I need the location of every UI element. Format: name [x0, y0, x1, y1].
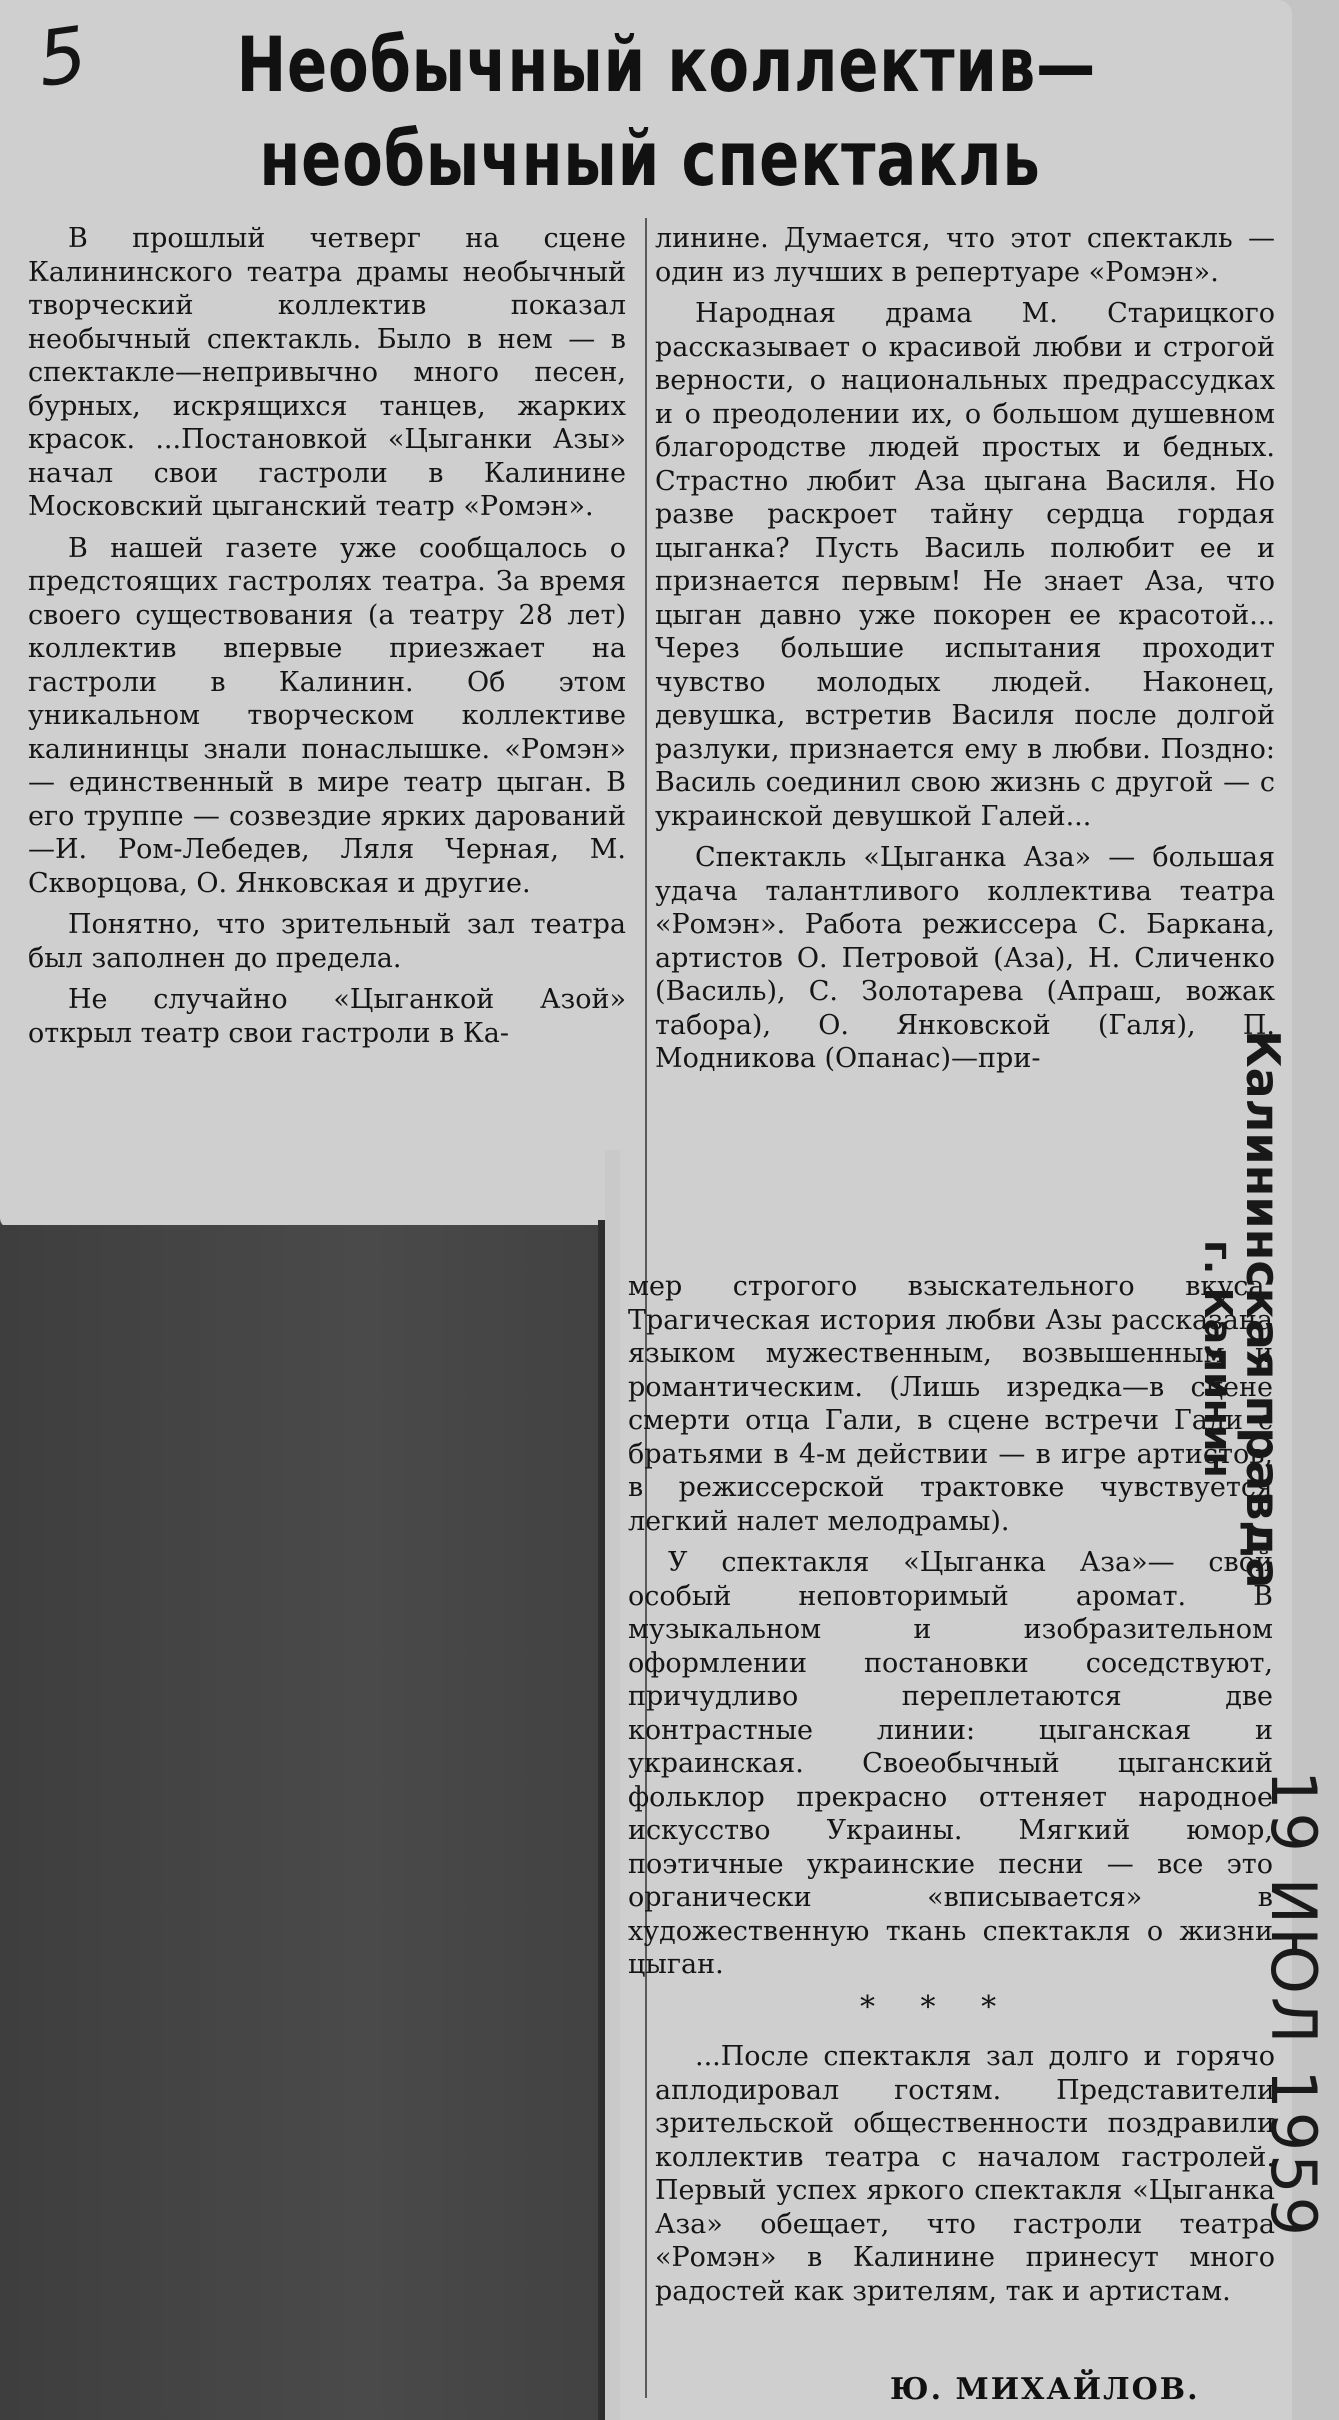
closing-paragraph: ...После спектакля зал долго и горячо аплодировал гостям. Представители зрительской общественности поздравили коллектив театра с началом гастролей. Первый успех яркого спектакля «Цыганка Аза» обещает, что гастроли театра «Ромэн» в Калинине принесут много радостей как зрителям, так и артистам.: [655, 2041, 1275, 2307]
section-separator: * * *: [860, 1990, 1015, 2025]
headline-line-2: необычный спектакль: [259, 114, 1041, 203]
city-stamp: г. Калинин: [1196, 1240, 1240, 1478]
article-column-left: [28, 222, 626, 1050]
article-column-bottom: [628, 1270, 1273, 1982]
author-signature: Ю. МИХАЙЛОВ.: [890, 2372, 1200, 2407]
paragraph: В прошлый четверг на сцене Калининского театра драмы необычный творческий коллектив показал необычный спектакль. Было в нем — в спектакле—непривычно много песен, бурных, искрящихся танцев, жарких красок. ...Постановкой «Цыганки Азы» начал свои гастроли в Калинине Московский цыганский театр «Ромэн».: [28, 223, 626, 522]
paragraph: Спектакль «Цыганка Аза» — большая удача талантливого коллектива театра «Ромэн». Работа режиссера С. Баркана, артистов О. Петровой (Аза), Н. Сличенко (Василь), С. Золотарева (Апраш, вожак табора), О. Янковской (Галя), П. Модникова (Опанас)—при-: [655, 842, 1275, 1074]
headline-line-1: Необычный коллектив—: [236, 20, 1097, 109]
paragraph-continuation: линине. Думается, что этот спектакль — один из лучших в репертуаре «Ромэн».: [655, 223, 1275, 288]
paragraph: В нашей газете уже сообщалось о предстоящих гастролях театра. За время своего существования (а театру 28 лет) коллектив впервые приезжает на гастроли в Калинин. Об этом уникальном творческом коллективе калининцы знали понаслышке. «Ромэн» — единственный в мире театр цыган. В его труппе — созвездие ярких дарований—И. Ром-Лебедев, Ляля Черная, М. Скворцова, О. Янковская и другие.: [28, 532, 626, 899]
article-column-right: [655, 222, 1275, 1076]
paragraph: Понятно, что зрительный зал театра был заполнен до предела.: [28, 909, 626, 974]
article-headline: [120, 18, 1180, 206]
paragraph: Народная драма М. Старицкого рассказывает о красивой любви и строгой верности, о национальных предрассудках и о преодолении их, о большом душевном благородстве людей простых и бедных. Страстно любит Аза цыгана Василя. Но разве раскроет тайну сердца гордая цыганка? Пусть Василь полюбит ее и признается первым! Не знает Аза, что цыган давно уже покорен ее красотой... Через большие испытания проходит чувство молодых людей. Наконец, девушка, встретив Василя после долгой разлуки, признается ему в любви. Поздно: Василь соединил свою жизнь с другой — с украинской девушкой Галей...: [655, 298, 1275, 832]
background-shadow: [0, 1225, 605, 2420]
paragraph: Не случайно «Цыганкой Азой» открыл театр свои гастроли в Ка-: [28, 984, 626, 1049]
newspaper-source-stamp: Калининская правда: [1236, 1030, 1290, 1589]
paragraph-continuation: мер строгого взыскательного вкуса. Трагическая история любви Азы рассказана языком мужественным, возвышенным и романтическим. (Лишь изредка—в сцене смерти отца Гали, в сцене встречи Гали с братьями в 4-м действии — в игре артистов, в режиссерской трактовке чувствуется легкий налет мелодрамы).: [628, 1271, 1273, 1537]
paragraph: У спектакля «Цыганка Аза»— свой особый неповторимый аромат. В музыкальном и изобразительном оформлении постановки соседствуют, причудливо переплетаются две контрастные линии: цыганская и украинская. Своеобычный цыганский фольклор прекрасно оттеняет народное искусство Украины. Мягкий юмор, поэтичные украинские песни — все это органически «вписывается» в художественную ткань спектакля о жизни цыган.: [628, 1547, 1273, 1980]
handwritten-page-number: 5: [32, 9, 93, 104]
date-stamp: 19 ИЮЛ 1959: [1257, 1770, 1330, 2240]
